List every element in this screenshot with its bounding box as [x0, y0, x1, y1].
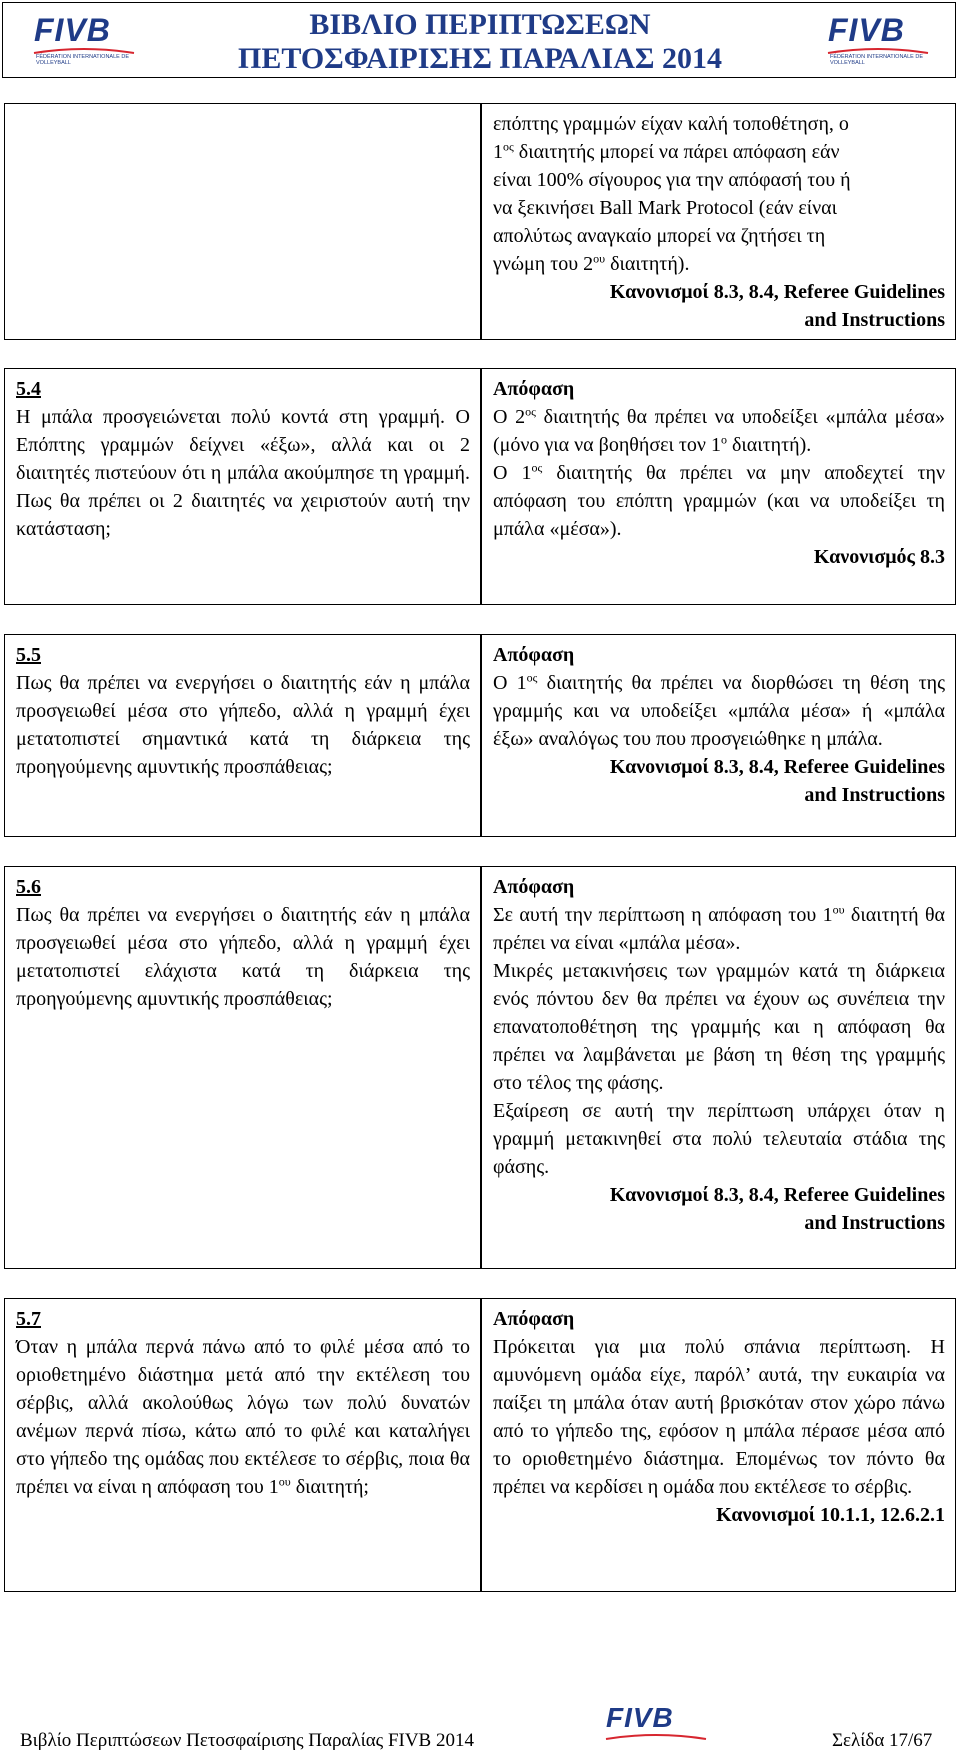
logo-swoosh-icon [604, 1733, 708, 1741]
footer-title: Βιβλίο Περιπτώσεων Πετοσφαίρισης Παραλίας FIVB 2014 [20, 1730, 474, 1751]
rule-reference: Κανονισμός 8.3 [813, 546, 945, 568]
question-5-6: 5.6 Πως θα πρέπει να ενεργήσει ο διαιτητής εάν η μπάλα προσγειωθεί μέσα στο γήπεδο, αλλά η γραμμή έχει μετατοπιστεί ελάχιστα κατά τη διάρκεια της προηγούμενης αμυντικής προσπάθειας; [16, 873, 470, 1013]
case-number: 5.5 [16, 644, 41, 666]
question-5-5: 5.5 Πως θα πρέπει να ενεργήσει ο διαιτητής εάν η μπάλα προσγειωθεί μέσα στο γήπεδο, αλλά η γραμμή έχει μετατοπιστεί σημαντικά κατά τη διάρκεια της προηγούμενης αμυντικής προσπάθειας; [16, 641, 470, 781]
decision-heading: Απόφαση [493, 876, 575, 898]
logo-subtitle: FÉDÉRATION INTERNATIONALE DE VOLLEYBALL [36, 54, 130, 66]
page-number: Σελίδα 17/67 [832, 1730, 933, 1751]
header-title-line1: ΒΙΒΛΙΟ ΠΕΡΙΠΤΩΣΕΩΝ [309, 8, 651, 41]
answer-continued-text: επόπτης γραμμών είχαν καλή τοποθέτηση, ο $1^{o\varsigma}$ διαιτητής μπορεί να πάρει απόφαση εάν είναι 100% σίγουρος για την απόφασή του ή να ξεκινήσει Ball Mark Protocol (εάν είναι απολύτως αναγκαίο μπορεί να ζητήσει τη γνώμη του $2^{o\upsilon}$ διαιτητή). Κανονισμοί 8.3, 8.4, Referee Guidelines and Instructions [493, 110, 945, 334]
rule-reference: Κανονισμοί 8.3, 8.4, Referee Guidelines [609, 1184, 945, 1206]
case-number: 5.4 [16, 378, 41, 400]
logo-subtitle: FÉDÉRATION INTERNATIONALE DE VOLLEYBALL [830, 54, 924, 66]
question-5-7: 5.7 Όταν η μπάλα περνά πάνω από το φιλέ μέσα από το οριοθετημένο διάστημα μετά από την εκτέλεση του σέρβις, αλλά ακολούθως λόγω των πολύ δυνατών ανέμων περνά πίσω, κάτω από το φιλέ και καταλήγει στο γήπεδο της ομάδας που εκτέλεσε το σέρβις, ποια θα πρέπει να είναι η απόφαση του $1^{o\upsilon}$ διαιτητή; [16, 1305, 470, 1501]
rule-reference: Κανονισμοί 8.3, 8.4, Referee Guidelines [609, 756, 945, 778]
rule-reference: and Instructions [804, 1212, 945, 1234]
decision-heading: Απόφαση [493, 378, 575, 400]
logo-text: FIVB [606, 1702, 674, 1733]
rule-reference: and Instructions [804, 784, 945, 806]
decision-heading: Απόφαση [493, 644, 575, 666]
question-cell-continued [4, 103, 482, 340]
case-number: 5.6 [16, 876, 41, 898]
rule-reference: and Instructions [804, 309, 945, 331]
answer-5-4: Απόφαση Ο $2^{o\varsigma}$ διαιτητής θα πρέπει να υποδείξει «μπάλα μέσα» (μόνο για να βοηθήσει τον $1^o$ διαιτητή). Ο $1^{o\varsigma}$ διαιτητής θα πρέπει να μην αποδεχτεί την απόφαση του επόπτη γραμμών (και να υποδείξει τη μπάλα «μέσα»). Κανονισμός 8.3 [493, 375, 945, 571]
answer-5-6: Απόφαση Σε αυτή την περίπτωση η απόφαση του $1^{o\upsilon}$ διαιτητή θα πρέπει να είναι «μπάλα μέσα». Μικρές μετακινήσεις των γραμμών κατά τη διάρκεια ενός πόντου δεν θα πρέπει να έχουν ως συνέπεια την επανατοποθέτηση της γραμμής και η απόφαση θα πρέπει να λαμβάνεται με βάση τη θέση της γραμμής στο τέλος της φάσης. Εξαίρεση σε αυτή την περίπτωση υπάρχει όταν η γραμμή μετακινηθεί στα πολύ τελευταία στάδια της φάσης. Κανονισμοί 8.3, 8.4, Referee Guidelines and Instructions [493, 873, 945, 1237]
answer-5-7: Απόφαση Πρόκειται για μια πολύ σπάνια περίπτωση. Η αμυνόμενη ομάδα είχε, παρόλ’ αυτά, την ευκαιρία να παίξει τη μπάλα όταν αυτή βρισκόταν στον χώρο πάνω από το γήπεδο της, εφόσον η μπάλα πέρασε μέσα από το οριοθετημένο διάστημα. Επομένως τον πόντο θα πρέπει να κερδίσει η ομάδα που εκτέλεσε το σέρβις. Κανονισμοί 10.1.1, 12.6.2.1 [493, 1305, 945, 1529]
logo-text: FIVB [34, 12, 111, 48]
case-number: 5.7 [16, 1308, 41, 1330]
fivb-logo-footer [600, 1700, 710, 1744]
rule-reference: Κανονισμοί 8.3, 8.4, Referee Guidelines [609, 281, 945, 303]
rule-reference: Κανονισμοί 10.1.1, 12.6.2.1 [716, 1504, 945, 1526]
header-title-line2: ΠΕΤΟΣΦΑΙΡΙΣΗΣ ΠΑΡΑΛΙΑΣ 2014 [238, 42, 722, 75]
question-5-4: 5.4 Η μπάλα προσγειώνεται πολύ κοντά στη γραμμή. Ο Επόπτης γραμμών δείχνει «έξω», αλλά και οι 2 διαιτητές πιστεύουν ότι η μπάλα ακούμπησε τη γραμμή. Πως θα πρέπει οι 2 διαιτητές να χειριστούν αυτή την κατάσταση; [16, 375, 470, 543]
decision-heading: Απόφαση [493, 1308, 575, 1330]
fivb-logo-right [822, 10, 932, 66]
answer-5-5: Απόφαση Ο $1^{o\varsigma}$ διαιτητής θα πρέπει να διορθώσει τη θέση της γραμμής και να υποδείξει «μπάλα μέσα» ή «μπάλα έξω» αναλόγως του που προσγειώθηκε η μπάλα. Κανονισμοί 8.3, 8.4, Referee Guidelines and Instructions [493, 641, 945, 809]
fivb-logo-left [28, 10, 138, 66]
logo-text: FIVB [828, 12, 905, 48]
